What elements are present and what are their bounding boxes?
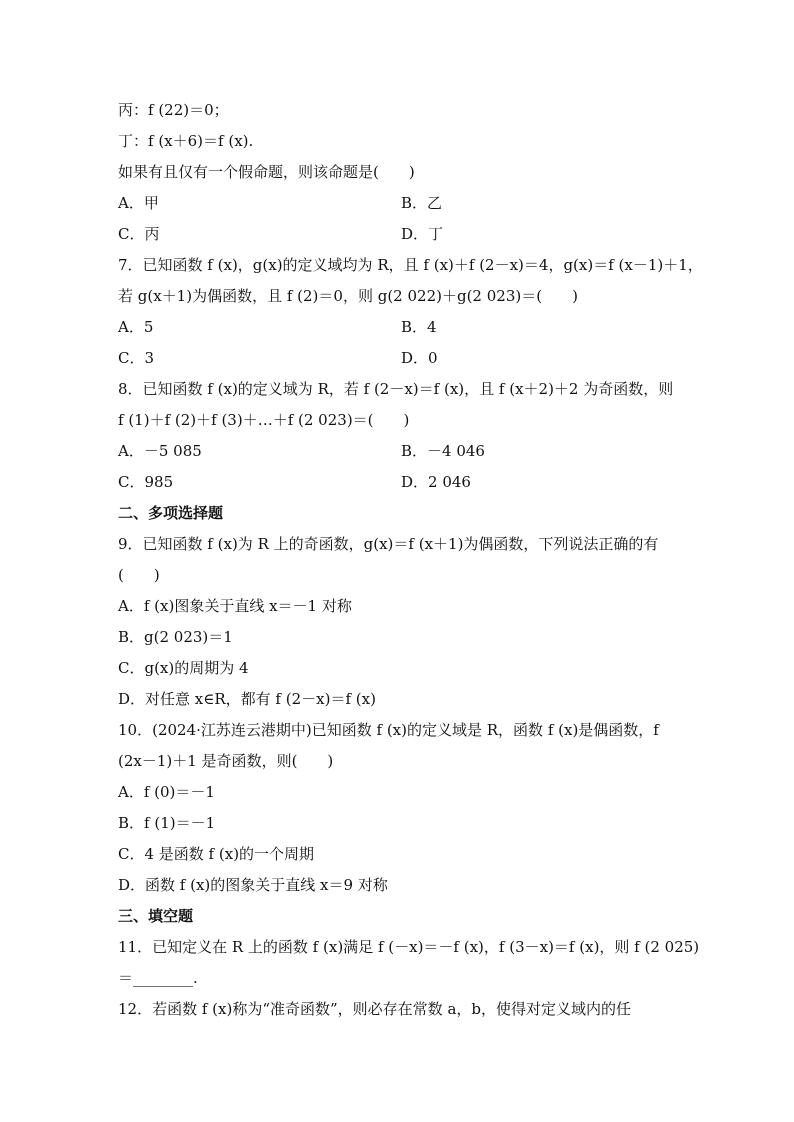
- question-7-line-1: 7．已知函数 f (x)，g(x)的定义域均为 R，且 f (x)＋f (2－x)＝4，g(x)＝f (x－1)＋1，: [118, 256, 703, 274]
- section-heading-multiple-choice: 二、多项选择题: [118, 504, 224, 522]
- question-11-line-1: 11．已知定义在 R 上的函数 f (x)满足 f (－x)＝－f (x)，f (3－x)＝f (x)，则 f (2 025): [118, 938, 700, 956]
- q9-option-b: B．g(2 023)＝1: [118, 628, 233, 646]
- q8-option-b: B．－4 046: [401, 442, 485, 460]
- q10-option-a: A．f (0)＝－1: [118, 783, 215, 801]
- q6-option-c: C．丙: [118, 225, 160, 243]
- question-7-line-2: 若 g(x＋1)为偶函数，且 f (2)＝0，则 g(2 022)＋g(2 023)＝( ): [118, 287, 578, 305]
- q9-option-a: A．f (x)图象关于直线 x＝－1 对称: [118, 597, 352, 615]
- question-9-line-2: ( ): [118, 566, 160, 584]
- question-10-line-1: 10．(2024·江苏连云港期中)已知函数 f (x)的定义域是 R，函数 f (x)是偶函数，f: [118, 721, 659, 739]
- statement-bing: 丙：f (22)＝0；: [118, 101, 229, 119]
- q6-option-d: D．丁: [401, 225, 444, 243]
- q10-option-b: B．f (1)＝－1: [118, 814, 216, 832]
- question-11-line-2: ＝________.: [118, 969, 198, 987]
- q6-option-b: B．乙: [401, 194, 443, 212]
- q8-option-c: C．985: [118, 473, 174, 491]
- statement-ding: 丁：f (x＋6)＝f (x).: [118, 132, 254, 150]
- section-heading-fill-in: 三、填空题: [118, 907, 194, 925]
- question-12-line-1: 12．若函数 f (x)称为“准奇函数”，则必存在常数 a，b，使得对定义域内的任: [118, 1000, 631, 1018]
- question-8-line-1: 8．已知函数 f (x)的定义域为 R，若 f (2－x)＝f (x)，且 f (x＋2)＋2 为奇函数，则: [118, 380, 674, 398]
- q7-option-b: B．4: [401, 318, 437, 336]
- q7-option-d: D．0: [401, 349, 438, 367]
- question-8-line-2: f (1)＋f (2)＋f (3)＋…＋f (2 023)＝( ): [118, 411, 410, 429]
- q9-option-c: C．g(x)的周期为 4: [118, 659, 249, 677]
- question-6-stem: 如果有且仅有一个假命题，则该命题是( ): [118, 163, 415, 181]
- question-10-line-2: (2x－1)＋1 是奇函数，则( ): [118, 752, 334, 770]
- q6-option-a: A．甲: [118, 194, 159, 212]
- q8-option-a: A．－5 085: [118, 442, 202, 460]
- q10-option-d: D．函数 f (x)的图象关于直线 x＝9 对称: [118, 876, 388, 894]
- q9-option-d: D．对任意 x∈R，都有 f (2－x)＝f (x): [118, 690, 376, 708]
- question-9-line-1: 9．已知函数 f (x)为 R 上的奇函数，g(x)＝f (x＋1)为偶函数，下列说法正确的有: [118, 535, 659, 553]
- q10-option-c: C．4 是函数 f (x)的一个周期: [118, 845, 315, 863]
- q8-option-d: D．2 046: [401, 473, 471, 491]
- q7-option-c: C．3: [118, 349, 155, 367]
- q7-option-a: A．5: [118, 318, 154, 336]
